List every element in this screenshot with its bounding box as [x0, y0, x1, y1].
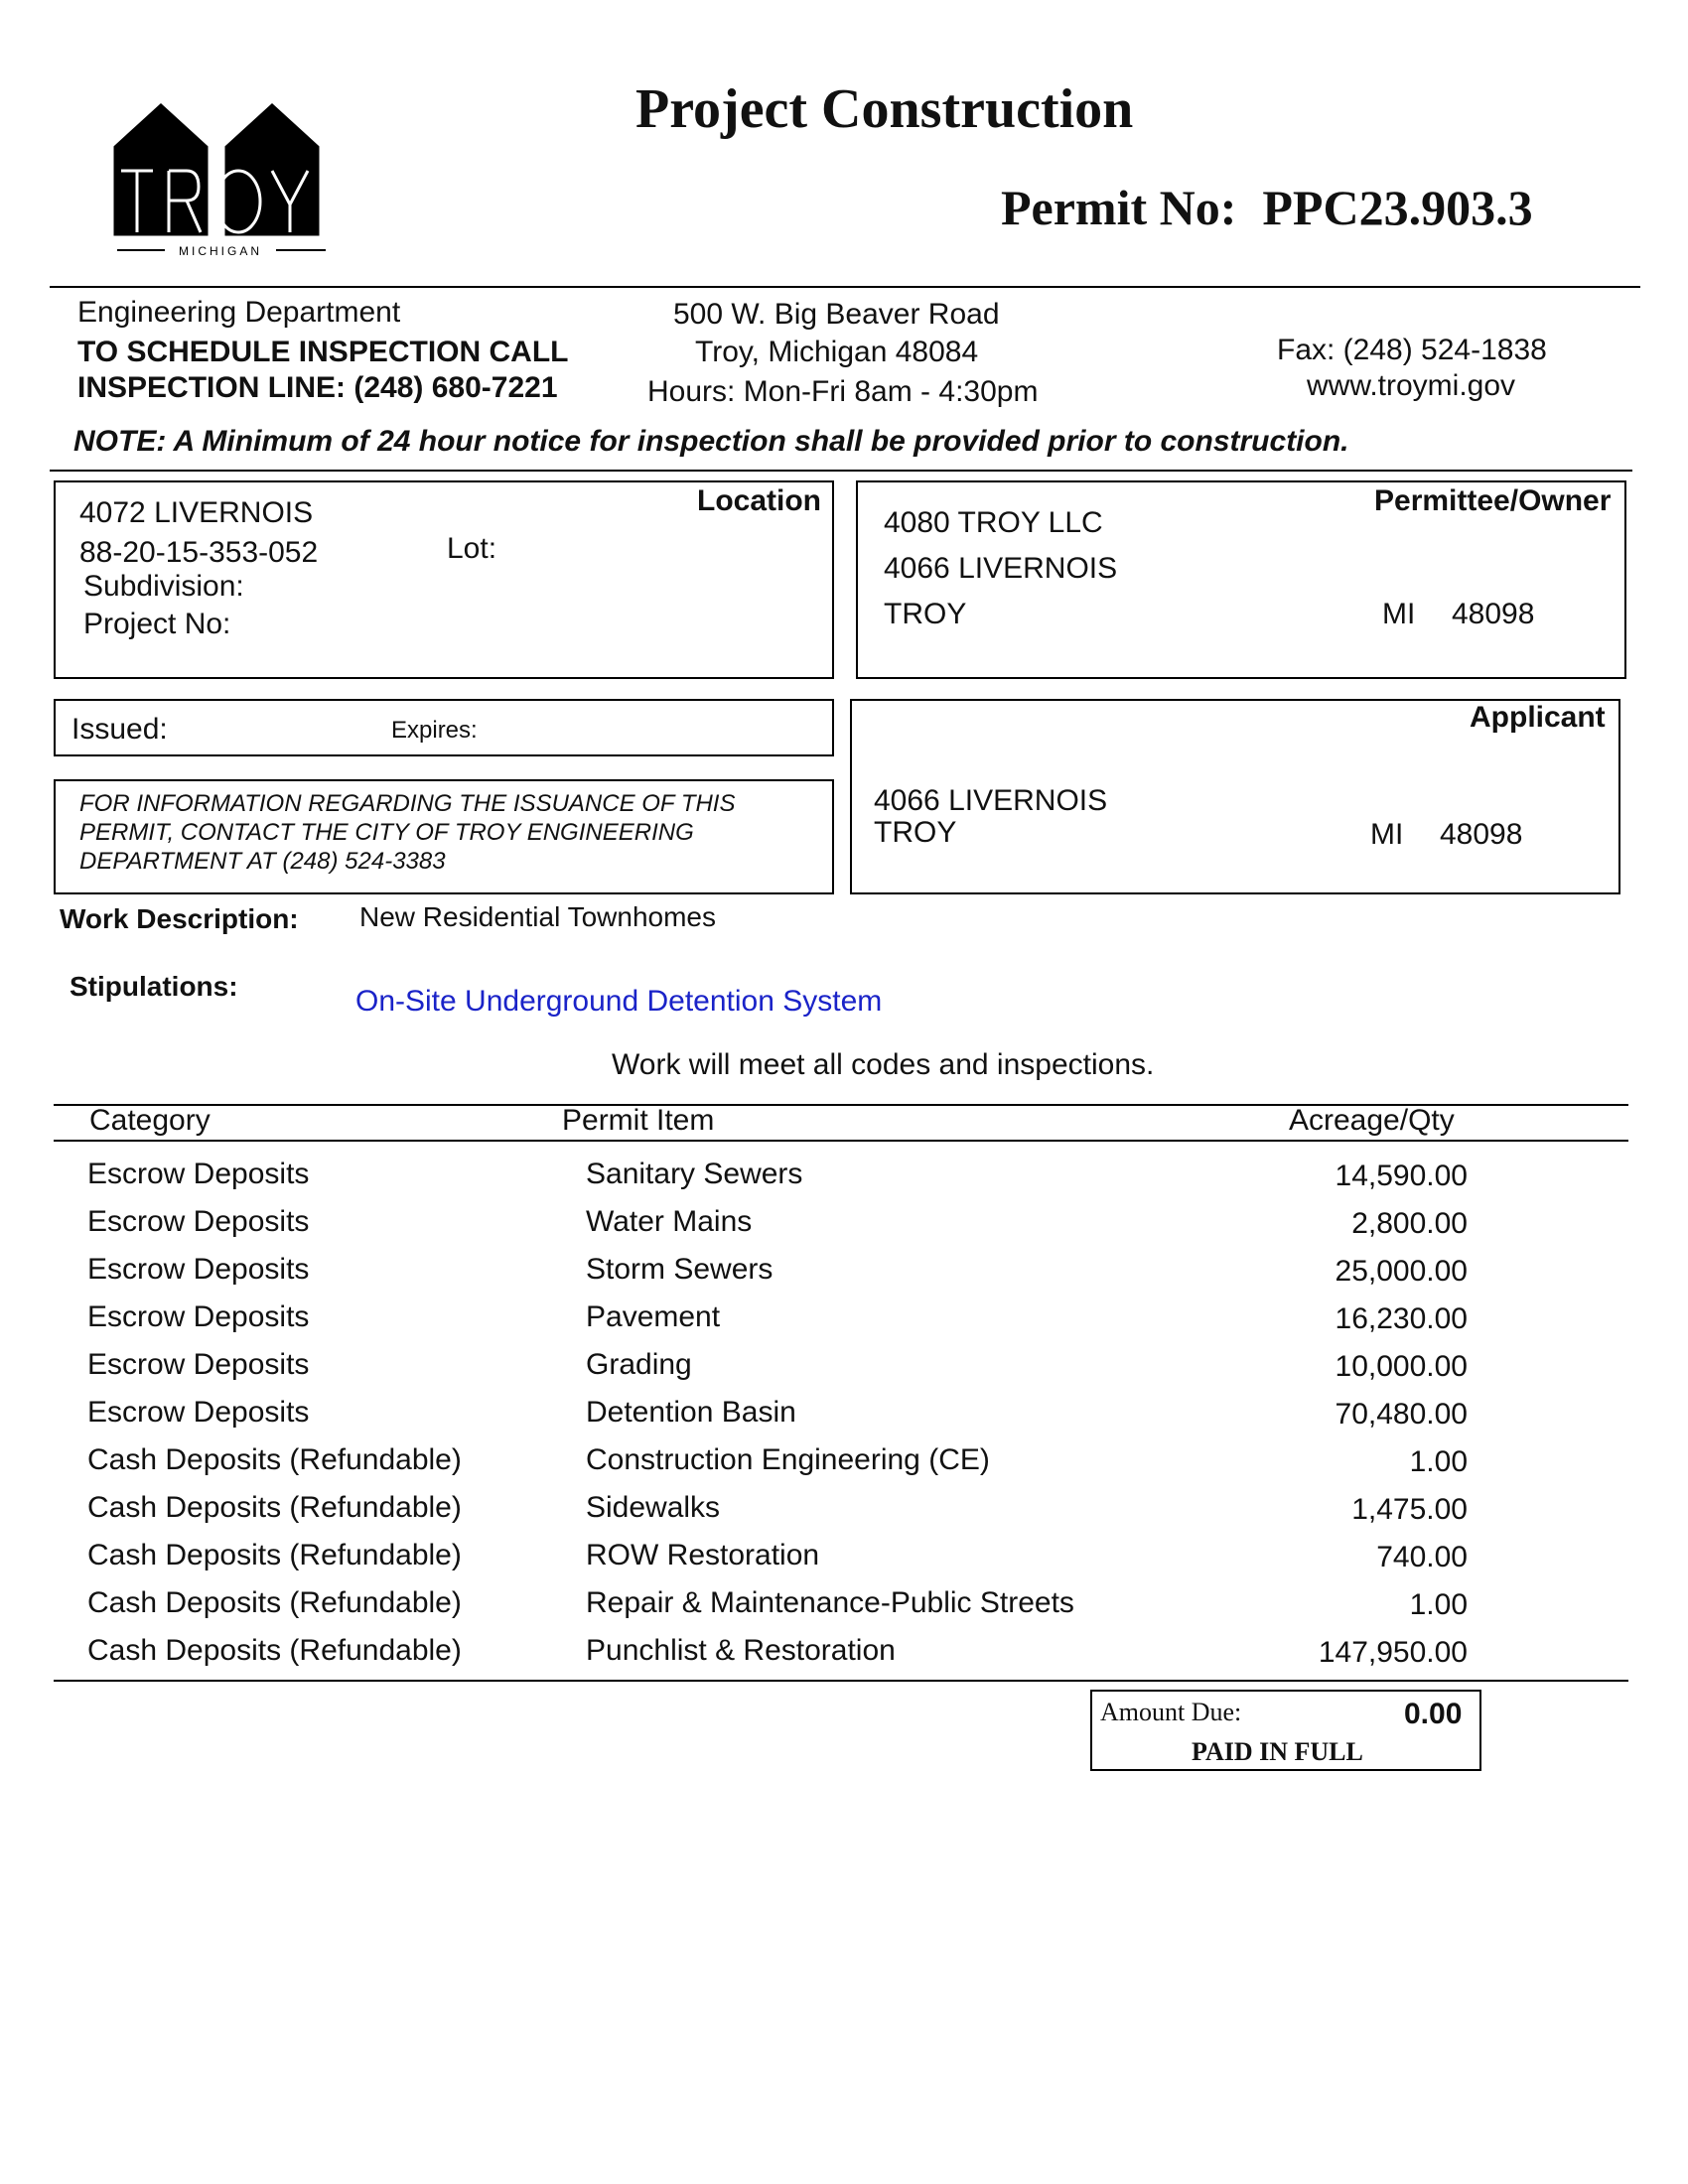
codes-statement: Work will meet all codes and inspections. — [612, 1048, 1155, 1081]
owner-zip: 48098 — [1452, 598, 1535, 630]
row-category: Cash Deposits (Refundable) — [87, 1491, 462, 1524]
location-address: 4072 LIVERNOIS — [79, 496, 314, 529]
row-category: Escrow Deposits — [87, 1253, 310, 1286]
row-permit-item: Sanitary Sewers — [586, 1158, 803, 1190]
owner-name: 4080 TROY LLC — [884, 506, 1103, 539]
applicant-heading: Applicant — [1470, 701, 1606, 734]
stipulations-label: Stipulations: — [70, 971, 238, 1002]
row-category: Escrow Deposits — [87, 1348, 310, 1381]
row-category: Cash Deposits (Refundable) — [87, 1586, 462, 1619]
troy-logo — [107, 99, 336, 258]
row-permit-item: Detention Basin — [586, 1396, 796, 1429]
row-permit-item: Punchlist & Restoration — [586, 1634, 896, 1667]
paid-status: PAID IN FULL — [1192, 1737, 1363, 1766]
schedule-inspection-text: TO SCHEDULE INSPECTION CALL — [77, 336, 569, 368]
row-permit-item: Construction Engineering (CE) — [586, 1443, 990, 1476]
contact-divider — [50, 470, 1632, 472]
row-permit-item: Sidewalks — [586, 1491, 721, 1524]
table-header-rule — [54, 1140, 1628, 1142]
header-category: Category — [89, 1104, 211, 1137]
header-qty: Acreage/Qty — [1289, 1104, 1455, 1137]
row-qty: 2,800.00 — [1351, 1207, 1468, 1240]
permit-number: PPC23.903.3 — [1262, 180, 1533, 235]
issued-label: Issued: — [71, 713, 168, 746]
applicant-street: 4066 LIVERNOIS — [874, 784, 1108, 817]
row-permit-item: ROW Restoration — [586, 1539, 820, 1571]
location-heading: Location — [697, 484, 821, 517]
row-category: Cash Deposits (Refundable) — [87, 1539, 462, 1571]
applicant-state: MI — [1370, 818, 1404, 851]
row-qty: 1.00 — [1409, 1588, 1468, 1621]
row-category: Escrow Deposits — [87, 1396, 310, 1429]
amount-due-label: Amount Due: — [1100, 1698, 1242, 1726]
office-hours: Hours: Mon-Fri 8am - 4:30pm — [647, 375, 1039, 408]
owner-city: TROY — [884, 598, 967, 630]
permit-label: Permit No: — [1001, 180, 1237, 235]
row-qty: 740.00 — [1376, 1541, 1468, 1573]
lot-label: Lot: — [447, 532, 497, 565]
row-qty: 147,950.00 — [1318, 1636, 1468, 1669]
row-category: Escrow Deposits — [87, 1300, 310, 1333]
stipulation-text: On-Site Underground Detention System — [355, 985, 883, 1018]
work-description: New Residential Townhomes — [359, 901, 716, 932]
expires-label: Expires: — [391, 717, 478, 744]
fax-number: Fax: (248) 524-1838 — [1277, 334, 1547, 366]
website-link[interactable]: www.troymi.gov — [1307, 369, 1516, 402]
row-permit-item: Water Mains — [586, 1205, 753, 1238]
address-line-2: Troy, Michigan 48084 — [695, 336, 979, 368]
row-qty: 16,230.00 — [1335, 1302, 1468, 1335]
row-permit-item: Grading — [586, 1348, 692, 1381]
table-bottom-rule — [54, 1680, 1628, 1682]
applicant-city: TROY — [874, 816, 957, 849]
owner-heading: Permittee/Owner — [1374, 484, 1612, 517]
row-qty: 25,000.00 — [1335, 1255, 1468, 1288]
applicant-zip: 48098 — [1440, 818, 1523, 851]
header-permit-item: Permit Item — [562, 1104, 715, 1137]
row-permit-item: Repair & Maintenance-Public Streets — [586, 1586, 1074, 1619]
inspection-note: NOTE: A Minimum of 24 hour notice for inspection shall be provided prior to construction. — [73, 425, 1349, 458]
row-category: Cash Deposits (Refundable) — [87, 1443, 462, 1476]
header-divider — [50, 286, 1640, 288]
row-category: Escrow Deposits — [87, 1205, 310, 1238]
row-qty: 70,480.00 — [1335, 1398, 1468, 1431]
parcel-number: 88-20-15-353-052 — [79, 536, 319, 569]
row-qty: 1,475.00 — [1351, 1493, 1468, 1526]
inspection-line: INSPECTION LINE: (248) 680-7221 — [77, 371, 558, 404]
page-title: Project Construction — [635, 78, 1134, 140]
info-notice-line-3: DEPARTMENT AT (248) 524-3383 — [79, 848, 446, 875]
row-permit-item: Pavement — [586, 1300, 721, 1333]
row-qty: 10,000.00 — [1335, 1350, 1468, 1383]
project-no-label: Project No: — [83, 608, 231, 640]
permit-number-line — [1001, 179, 1533, 236]
owner-state: MI — [1382, 598, 1416, 630]
info-notice-line-2: PERMIT, CONTACT THE CITY OF TROY ENGINEERING — [79, 819, 694, 846]
info-notice-line-1: FOR INFORMATION REGARDING THE ISSUANCE OF THIS — [79, 790, 736, 817]
work-description-label: Work Description: — [60, 903, 299, 934]
row-category: Cash Deposits (Refundable) — [87, 1634, 462, 1667]
address-line-1: 500 W. Big Beaver Road — [673, 298, 1000, 331]
row-qty: 1.00 — [1409, 1445, 1468, 1478]
row-permit-item: Storm Sewers — [586, 1253, 774, 1286]
row-qty: 14,590.00 — [1335, 1160, 1468, 1192]
row-category: Escrow Deposits — [87, 1158, 310, 1190]
amount-due-value: 0.00 — [1404, 1698, 1463, 1730]
subdivision-label: Subdivision: — [83, 570, 244, 603]
department-name: Engineering Department — [77, 296, 401, 329]
owner-street: 4066 LIVERNOIS — [884, 552, 1118, 585]
logo-subtext: MICHIGAN — [179, 244, 262, 258]
